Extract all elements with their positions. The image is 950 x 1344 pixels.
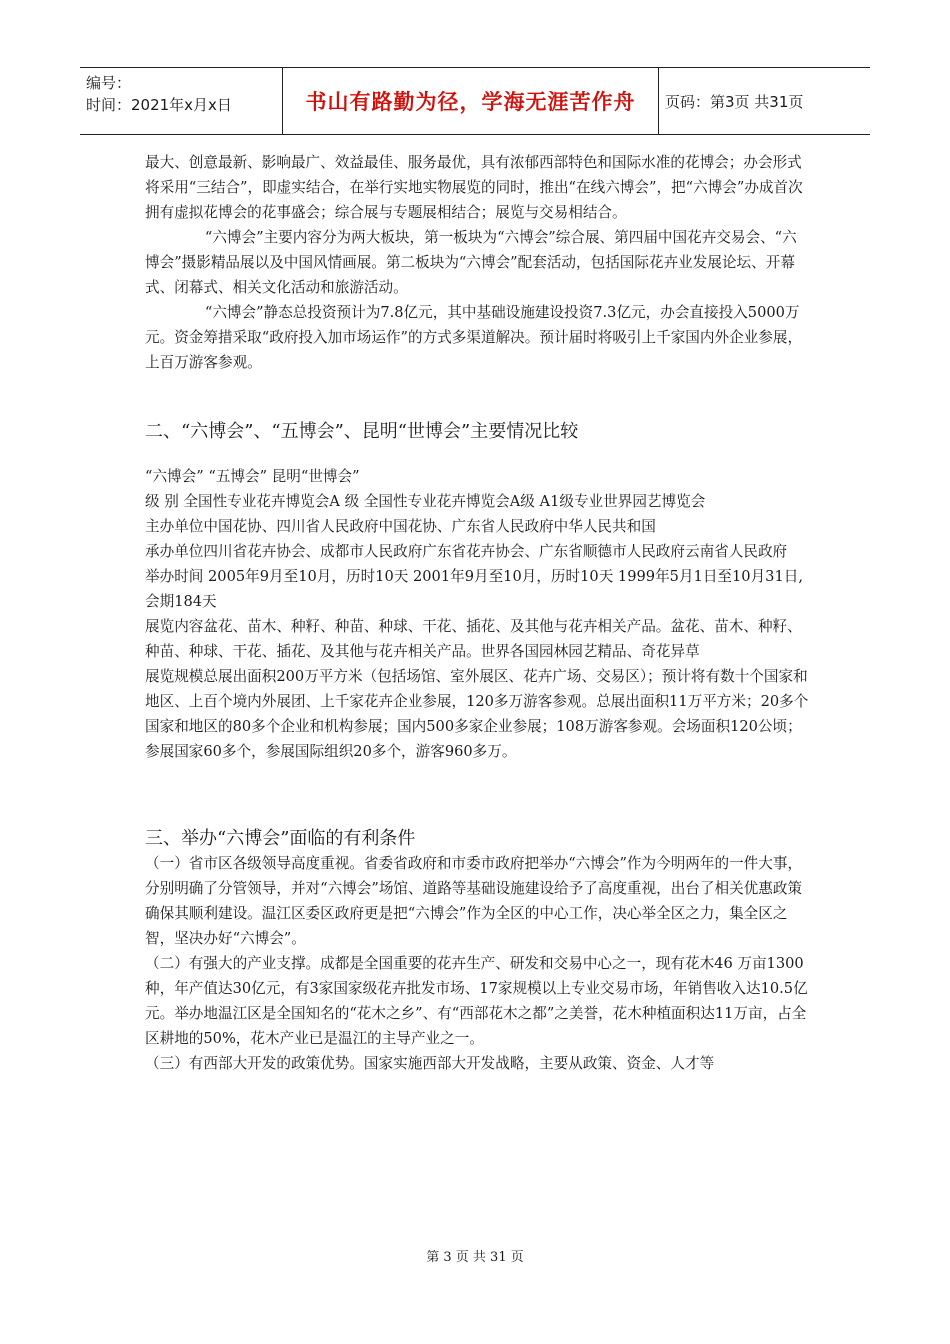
comparison-row: 主办单位中国花协、四川省人民政府中国花协、广东省人民政府中华人民共和国 (145, 518, 656, 535)
page-header (80, 67, 870, 135)
advantages-list (145, 851, 810, 1076)
intro-paragraph: 最大、创意最新、影响最广、效益最佳、服务最优，具有浓郁西部特色和国际水准的花博会；办会形式将采用“三结合”，即虚实结合，在举行实地实物展览的同时，推出“在线六博会”，把“六博会”办成首次拥有虚拟花博会的花事盛会；综合展与专题展相结合；展览与交易相结合。 (145, 154, 803, 221)
advantage-item: （二）有强大的产业支撑。成都是全国重要的花卉生产、研发和交易中心之一，现有花木46 万亩1300种，年产值达30亿元，有3家国家级花卉批发市场、17家规模以上专业交易市场，年销售收入达10.5亿元。举办地温江区是全国知名的“花木之乡”、有“西部花木之都”之美誉，花木种植面积达11万亩，占全区耕地的50%，花木产业已是温江的主导产业之一。 (145, 955, 808, 1047)
number-label: 编号： (86, 74, 132, 92)
comparison-row: 举办时间 2005年9月至10月，历时10天 2001年9月至10月，历时10天 1999年5月1日至10月31日,会期184天 (145, 568, 803, 610)
page-footer: 第 3 页 共 31 页 (426, 1250, 524, 1265)
section-3-title: 三、举办“六博会”面临的有利条件 (145, 828, 416, 849)
date-label: 时间：2021年x月x日 (86, 96, 232, 114)
comparison-row: 级 别 全国性专业花卉博览会A 级 全国性专业花卉博览会A级 A1级专业世界园艺博览会 (145, 493, 706, 510)
header-page-number: 页码：第3页 共31页 (665, 92, 804, 111)
document-body (145, 150, 810, 1076)
comparison-row: 展览内容盆花、苗木、种籽、种苗、种球、干花、插花、及其他与花卉相关产品。盆花、苗木、种籽、种苗、种球、干花、插花、及其他与花卉相关产品。世界各国园林园艺精品、奇花异草 (145, 618, 802, 660)
section-2-title: 二、“六博会”、“五博会”、昆明“世博会”主要情况比较 (145, 421, 579, 442)
header-meta (80, 68, 283, 134)
advantage-item: （三）有西部大开发的政策优势。国家实施西部大开发战略，主要从政策、资金、人才等 (145, 1055, 715, 1072)
comparison-row: “六博会” “五博会” 昆明“世博会” (145, 468, 360, 485)
comparison-row: 展览规模总展出面积200万平方米（包括场馆、室外展区、花卉广场、交易区）；预计将有数十个国家和地区、上百个境内外展团、上千家花卉企业参展，120多万游客参观。总展出面积11万平方米；20多个国家和地区的80多个企业和机构参展；国内500多家企业参展；108万游客参观。会场面积120公顷；参展国家60多个，参展国际组织20多个，游客960多万。 (145, 668, 809, 760)
intro-paragraph: “六博会”静态总投资预计为7.8亿元，其中基础设施建设投资7.3亿元，办会直接投入5000万元。资金筹措采取“政府投入加市场运作”的方式多渠道解决。预计届时将吸引上千家国内外企业参展，上百万游客参观。 (145, 304, 803, 371)
intro-paragraph: “六博会”主要内容分为两大板块，第一板块为“六博会”综合展、第四届中国花卉交易会、“六博会”摄影精品展以及中国风情画展。第二板块为“六博会”配套活动，包括国际花卉业发展论坛、开幕式、闭幕式、相关文化活动和旅游活动。 (145, 229, 797, 296)
comparison-row: 承办单位四川省花卉协会、成都市人民政府广东省花卉协会、广东省顺德市人民政府云南省人民政府 (145, 543, 788, 560)
header-motto: 书山有路勤为径，学海无涯苦作舟 (283, 68, 659, 134)
advantage-item: （一）省市区各级领导高度重视。省委省政府和市委市政府把举办“六博会”作为今明两年的一件大事，分别明确了分管领导，并对“六博会”场馆、道路等基础设施建设给予了高度重视，出台了相关优惠政策确保其顺利建设。温江区委区政府更是把“六博会”作为全区的中心工作，决心举全区之力，集全区之智，坚决办好“六博会”。 (145, 855, 803, 947)
comparison-block (145, 464, 810, 764)
